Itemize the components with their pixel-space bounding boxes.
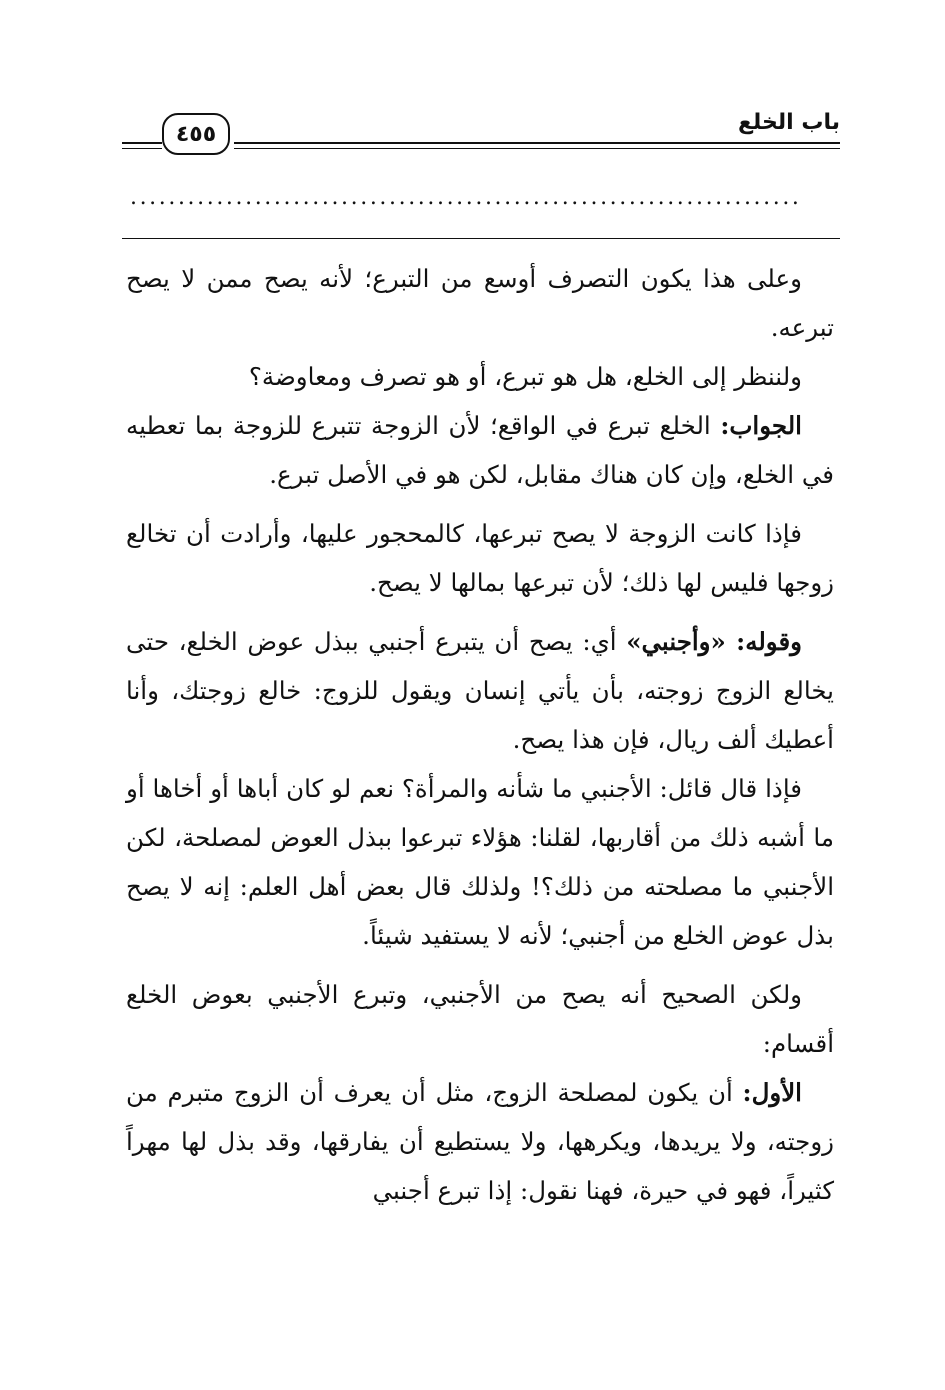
header-rule: [234, 142, 840, 144]
paragraph: [126, 970, 834, 1068]
paragraph-lead: وقوله: «وأجنبي»: [626, 627, 802, 656]
paragraph: [126, 1068, 834, 1215]
paragraph-text: ولكن الصحيح أنه يصح من الأجنبي، وتبرع الأجنبي بعوض الخلع أقسام:: [126, 980, 834, 1058]
paragraph: [126, 617, 834, 764]
header-rule: [122, 148, 162, 149]
paragraph-text: أي: يصح أن يتبرع أجنبي ببذل عوض الخلع، حتى يخالع الزوج زوجته، بأن يأتي إنسان ويقول للزوج: خالع زوجتك، وأنا أعطيك ألف ريال، فإن هذا يصح.: [126, 627, 834, 754]
paragraph-text: فإذا قال قائل: الأجنبي ما شأنه والمرأة؟ نعم لو كان أباها أو أخاها أو ما أشبه ذلك من أقاربها، لقلنا: هؤلاء تبرعوا ببذل العوض لمصلحة، لكن الأجنبي ما مصلحته من ذلك؟! ولذلك قال بعض أهل العلم: إنه لا يصح بذل عوض الخلع من أجنبي؛ لأنه لا يستفيد شيئاً.: [126, 774, 834, 950]
header-rule: [122, 142, 162, 144]
paragraph-text: الخلع تبرع في الواقع؛ لأن الزوجة تتبرع للزوجة بما تعطيه في الخلع، وإن كان هناك مقابل، لكن هو في الأصل تبرع.: [126, 411, 834, 489]
content-divider: [122, 238, 840, 239]
page-header: [122, 100, 840, 170]
paragraph: [126, 352, 834, 401]
header-rule: [234, 148, 840, 149]
paragraph: [126, 401, 834, 499]
page-number: ٤٥٥: [162, 113, 230, 155]
paragraph-text: ولننظر إلى الخلع، هل هو تبرع، أو هو تصرف ومعاوضة؟: [248, 362, 802, 391]
paragraph-lead: الأول:: [742, 1078, 802, 1107]
paragraph-text: فإذا كانت الزوجة لا يصح تبرعها، كالمحجور عليها، وأرادت أن تخالع زوجها فليس لها ذلك؛ لأن تبرعها بمالها لا يصح.: [126, 519, 834, 597]
paragraph-text: أن يكون لمصلحة الزوج، مثل أن يعرف أن الزوج متبرم من زوجته، ولا يريدها، ويكرهها، ولا يستطيع أن يفارقها، وقد بذل لها مهراً كثيراً، فهو في حيرة، فهنا نقول: إذا تبرع أجنبي: [126, 1078, 834, 1205]
chapter-title: باب الخلع: [738, 110, 840, 135]
dotted-separator: ......................................................................: [130, 186, 802, 210]
body-text: [126, 254, 834, 1215]
paragraph: [126, 509, 834, 607]
paragraph-text: وعلى هذا يكون التصرف أوسع من التبرع؛ لأنه يصح ممن لا يصح تبرعه.: [126, 264, 834, 342]
paragraph: [126, 764, 834, 960]
paragraph: [126, 254, 834, 352]
paragraph-lead: الجواب:: [720, 411, 802, 440]
